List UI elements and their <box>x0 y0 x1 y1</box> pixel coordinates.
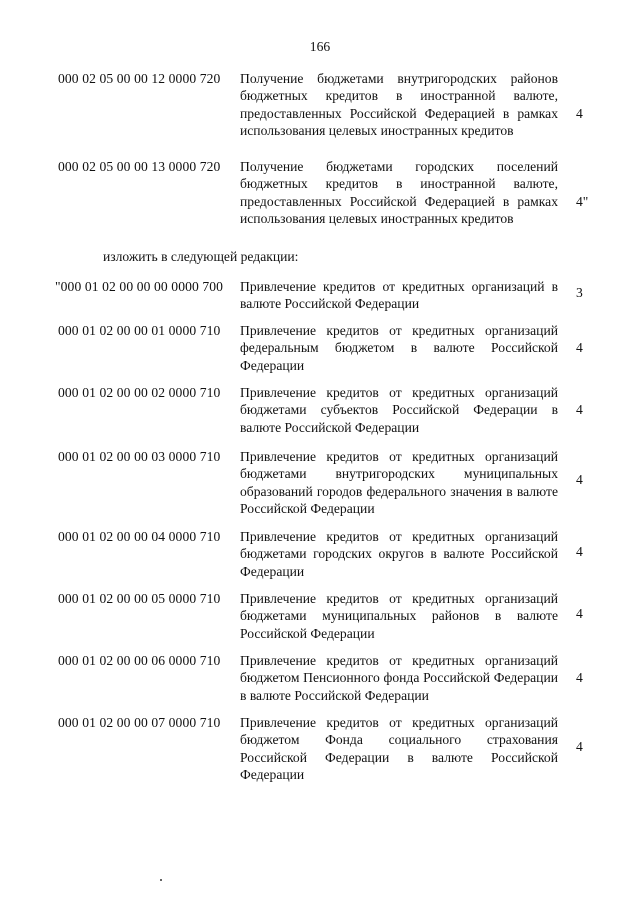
entry-level: 4 <box>576 106 583 121</box>
budget-code: 000 01 02 00 00 07 0000 710 <box>58 715 221 730</box>
entry-description: Привлечение кредитов от кредитных организаций бюджетами внутригородских муниципальных образований городов федерального значения в валюте Российской Федерации <box>240 449 558 517</box>
entry-level: 4 <box>576 544 583 559</box>
entry-level: 4" <box>576 194 589 209</box>
budget-code: 000 01 02 00 00 02 0000 710 <box>58 385 221 400</box>
entry-level: 4 <box>576 402 583 417</box>
intro-text: изложить в следующей редакции: <box>103 249 299 264</box>
budget-code: "000 01 02 00 00 00 0000 700 <box>55 279 224 294</box>
entry-level: 4 <box>576 670 583 685</box>
entry-level: 4 <box>576 472 583 487</box>
entry-level: 3 <box>576 285 583 300</box>
entry-level: 4 <box>576 340 583 355</box>
budget-code: 000 01 02 00 00 03 0000 710 <box>58 449 221 464</box>
budget-code: 000 02 05 00 00 12 0000 720 <box>58 71 221 86</box>
entry-level: 4 <box>576 606 583 621</box>
entry-description: Привлечение кредитов от кредитных организаций бюджетами муниципальных районов в валюте Российской Федерации <box>240 591 558 641</box>
scan-speck <box>160 879 162 881</box>
entry-description: Привлечение кредитов от кредитных организаций бюджетом Пенсионного фонда Российской Федерации в валюте Российской Федерации <box>240 653 558 703</box>
budget-code: 000 01 02 00 00 04 0000 710 <box>58 529 221 544</box>
entry-description: Привлечение кредитов от кредитных организаций бюджетами городских округов в валюте Российской Федерации <box>240 529 558 579</box>
budget-code: 000 01 02 00 00 06 0000 710 <box>58 653 221 668</box>
entry-description: Получение бюджетами внутригородских районов бюджетных кредитов в иностранной валюте, предоставленных Российской Федерацией в рамках использования целевых иностранных кредитов <box>240 71 558 139</box>
budget-code: 000 01 02 00 00 01 0000 710 <box>58 323 221 338</box>
budget-code: 000 01 02 00 00 05 0000 710 <box>58 591 221 606</box>
page-number: 166 <box>309 39 331 54</box>
entry-level: 4 <box>576 739 583 754</box>
budget-code: 000 02 05 00 00 13 0000 720 <box>58 159 221 174</box>
entry-description: Привлечение кредитов от кредитных организаций в валюте Российской Федерации <box>240 279 558 312</box>
entry-description: Привлечение кредитов от кредитных организаций федеральным бюджетом в валюте Российской Федерации <box>240 323 558 373</box>
entry-description: Привлечение кредитов от кредитных организаций бюджетом Фонда социального страхования Российской Федерации в валюте Российской Федерации <box>240 715 558 783</box>
entry-description: Получение бюджетами городских поселений бюджетных кредитов в иностранной валюте, предоставленных Российской Федерацией в рамках использования целевых иностранных кредитов <box>240 159 558 227</box>
entry-description: Привлечение кредитов от кредитных организаций бюджетами субъектов Российской Федерации в валюте Российской Федерации <box>240 385 558 435</box>
